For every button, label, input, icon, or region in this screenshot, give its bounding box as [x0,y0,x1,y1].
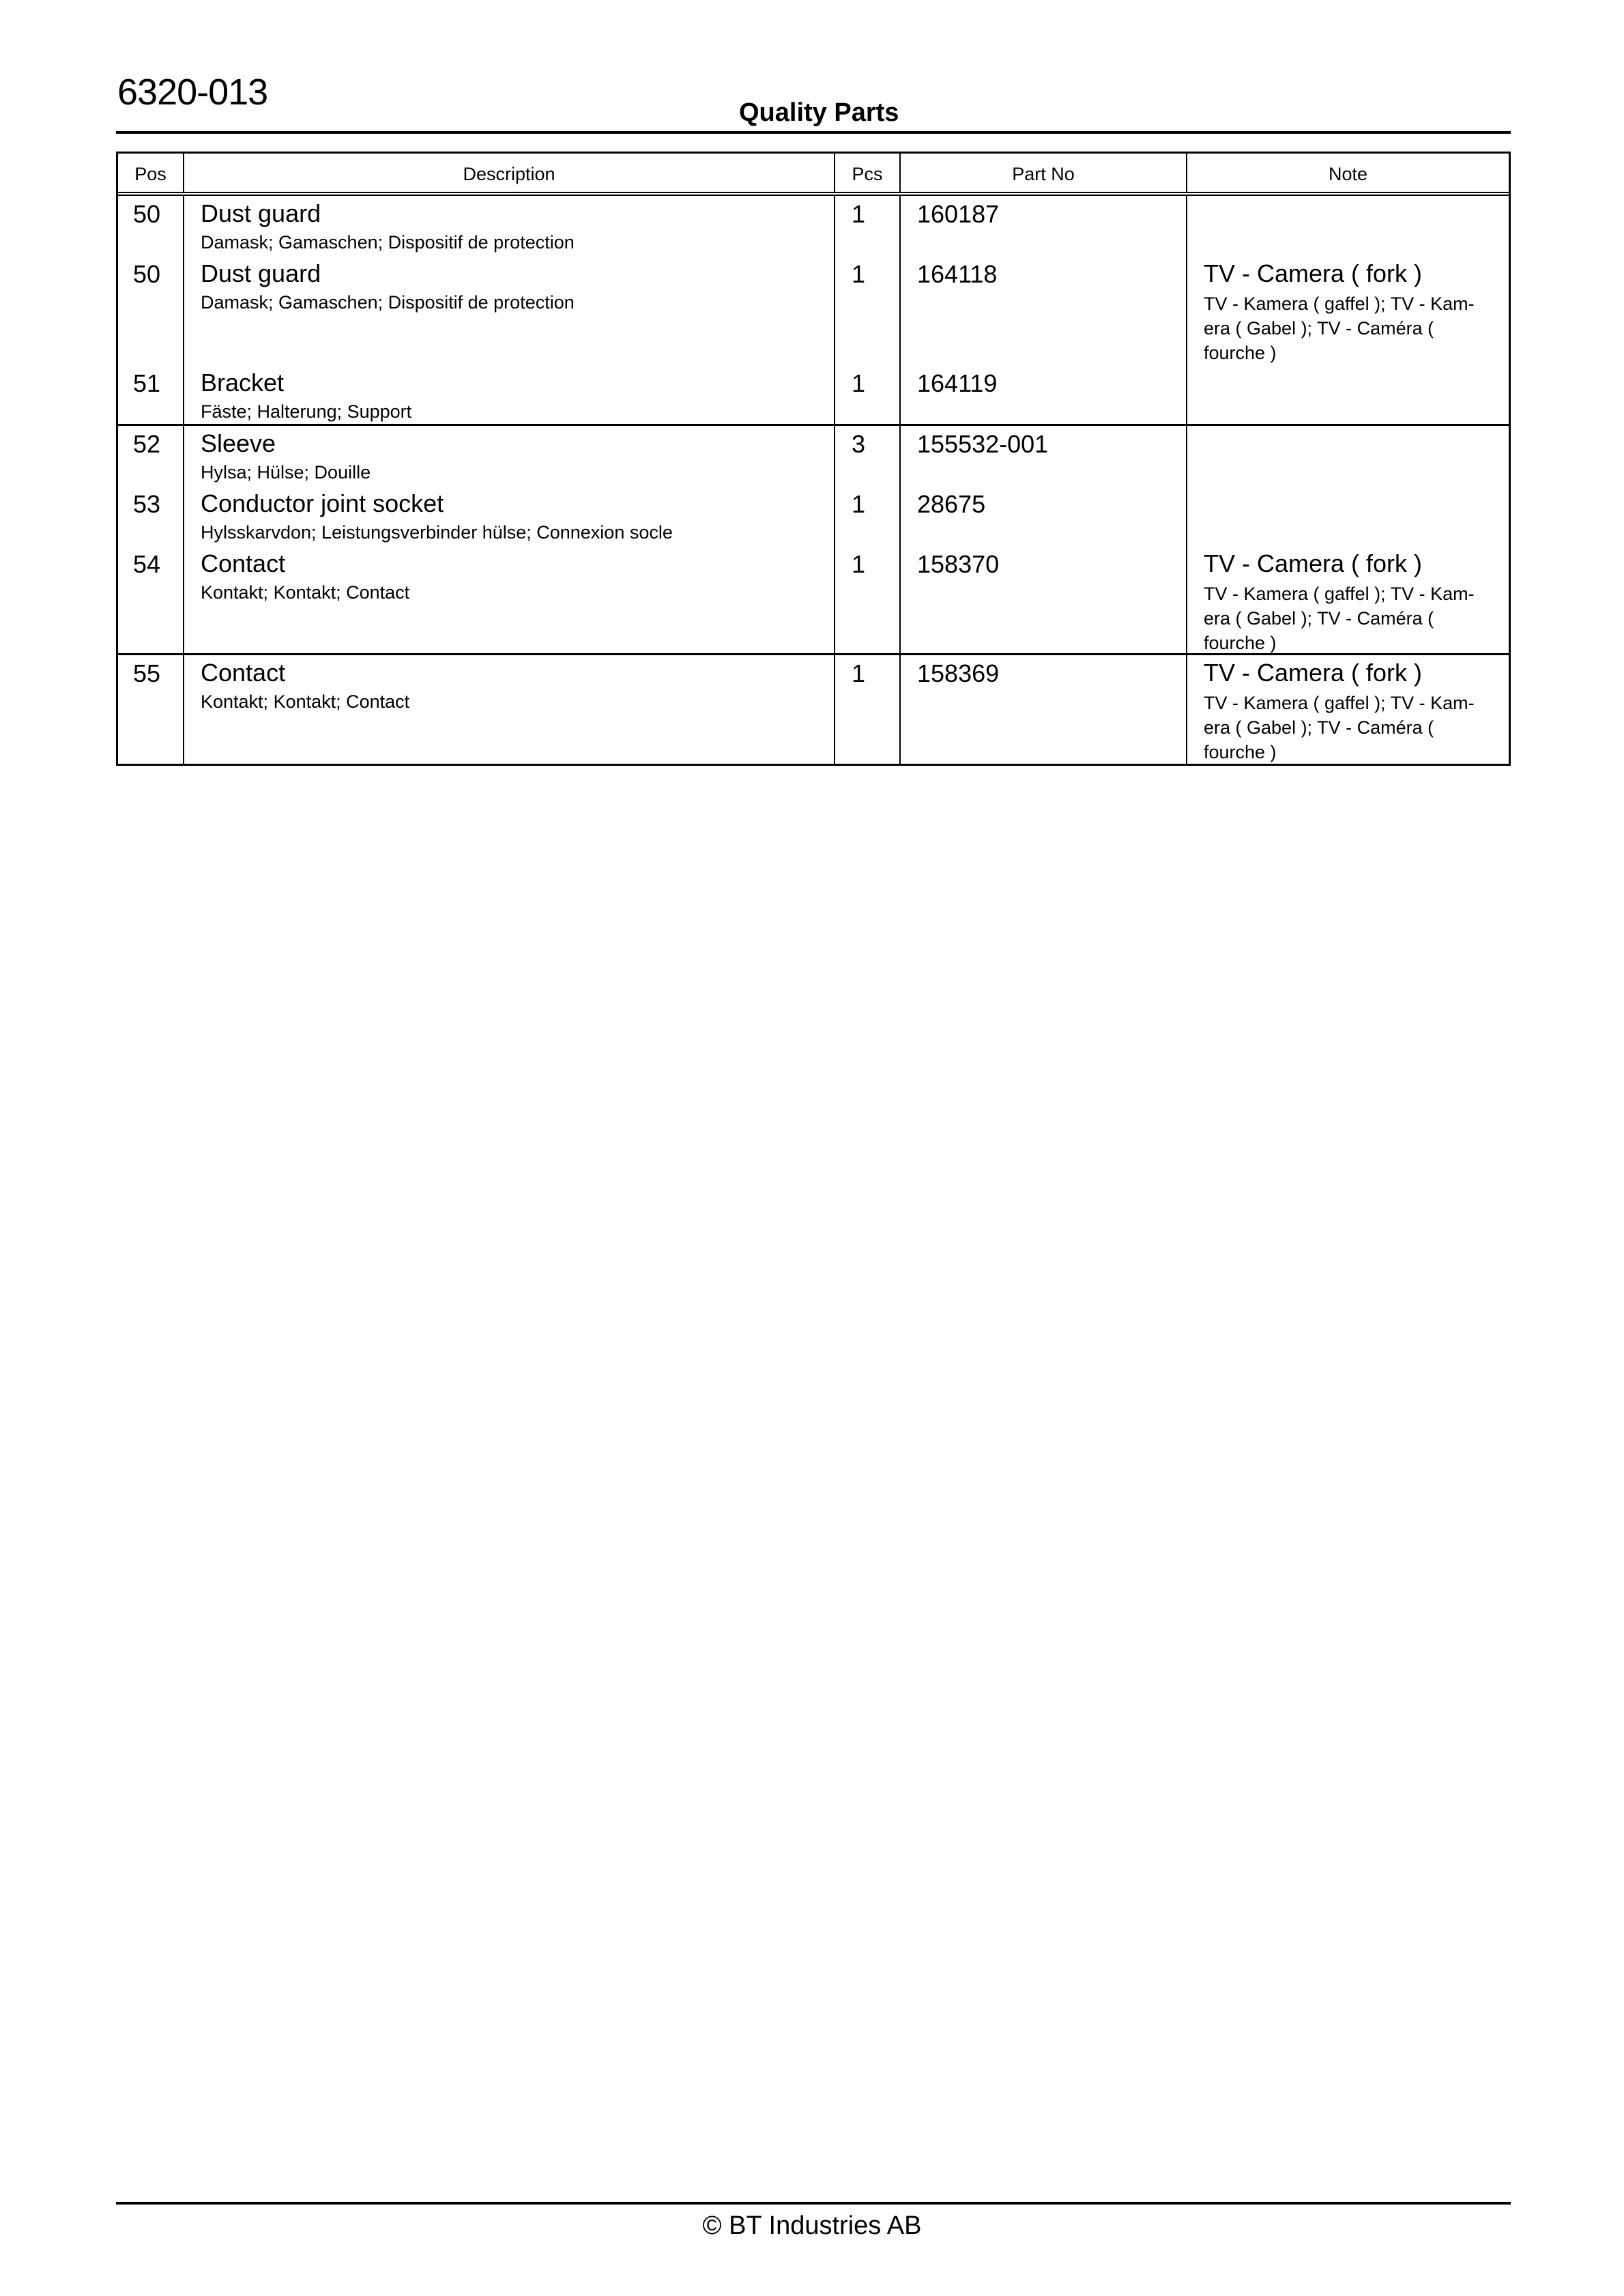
note-cell [1187,659,1509,764]
description-translations: Fäste; Halterung; Support [201,401,412,422]
pcs-value: 1 [852,200,866,228]
description-cell [184,550,834,603]
part-number: 158370 [917,550,1000,578]
description-translations: Hylsa; Hülse; Douille [201,461,371,483]
page-heading: Quality Parts [739,98,899,127]
description-column [184,426,835,653]
description-cell [184,369,834,422]
note-text: TV - Camera ( fork ) [1204,259,1423,287]
pcs-value: 1 [852,550,866,578]
description-translations: Damask; Gamaschen; Dispositif de protection [201,291,575,313]
table-group [118,196,1509,426]
table-header [118,154,1509,196]
note-column [1187,196,1509,424]
copyright-notice: © BT Industries AB [702,2211,922,2240]
note-translations: TV - Kamera ( gaffel ); TV - Kam-era ( Gabel ); TV - Caméra ( fourche ) [1204,583,1475,653]
description-text: Sleeve [201,429,276,457]
pos-column [118,655,184,764]
parts-table [116,152,1511,766]
pcs-value: 3 [852,430,866,458]
pcs-value: 1 [852,369,866,397]
pos-value: 54 [133,550,161,578]
table-group [118,426,1509,655]
column-header-pcs: Pcs [835,154,901,192]
note-text: TV - Camera ( fork ) [1204,659,1423,687]
note-translations: TV - Kamera ( gaffel ); TV - Kam-era ( Gabel ); TV - Caméra ( fourche ) [1204,293,1475,363]
pos-value: 51 [133,369,161,397]
description-cell [184,260,834,313]
description-cell [184,200,834,253]
pos-value: 53 [133,490,161,518]
part-number: 164118 [917,260,998,288]
description-cell [184,659,834,713]
description-text: Bracket [201,369,285,397]
part-number: 28675 [917,490,986,518]
note-cell [1187,260,1509,365]
part-number: 155532-001 [917,430,1049,458]
pos-column [118,426,184,653]
part-no-column [901,426,1187,653]
description-text: Contact [201,549,286,577]
part-number: 160187 [917,200,1000,228]
pcs-value: 1 [852,260,866,288]
document-id: 6320-013 [117,72,268,113]
column-header-pos: Pos [118,154,184,192]
description-column [184,655,835,764]
description-text: Conductor joint socket [201,489,444,517]
pos-value: 55 [133,659,161,687]
note-text: TV - Camera ( fork ) [1204,549,1423,577]
description-column [184,196,835,424]
column-header-part-no: Part No [901,154,1187,192]
part-number: 158369 [917,659,1000,687]
description-text: Dust guard [201,199,321,227]
note-column [1187,426,1509,653]
part-no-column [901,655,1187,764]
pos-column [118,196,184,424]
header-divider [116,131,1511,134]
pos-value: 52 [133,430,161,458]
pcs-column [835,655,901,764]
table-group [118,655,1509,764]
note-cell [1187,550,1509,655]
description-text: Dust guard [201,259,321,287]
column-header-description: Description [184,154,835,192]
part-no-column [901,196,1187,424]
pcs-value: 1 [852,659,866,687]
description-cell [184,490,834,543]
table-row [118,200,183,229]
description-cell [184,430,834,483]
description-translations: Hylsskarvdon; Leistungsverbinder hülse; Connexion socle [201,521,673,543]
description-translations: Kontakt; Kontakt; Contact [201,582,410,603]
part-number: 164119 [917,369,998,397]
description-translations: Kontakt; Kontakt; Contact [201,691,410,712]
table-row [118,260,183,289]
pcs-column [835,426,901,653]
description-text: Contact [201,659,286,687]
footer-divider [116,2202,1511,2205]
pcs-column [835,196,901,424]
note-translations: TV - Kamera ( gaffel ); TV - Kam-era ( Gabel ); TV - Caméra ( fourche ) [1204,692,1475,762]
pos-value: 50 [133,260,161,288]
note-column [1187,655,1509,764]
table-row [118,369,183,398]
pcs-value: 1 [852,490,866,518]
description-translations: Damask; Gamaschen; Dispositif de protection [201,231,575,253]
pos-value: 50 [133,200,161,228]
column-header-note: Note [1328,163,1368,184]
